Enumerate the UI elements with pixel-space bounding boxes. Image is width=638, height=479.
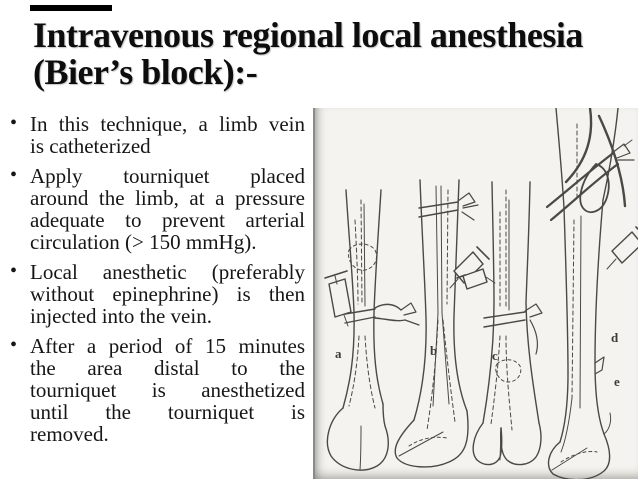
bullet-item (8, 261, 305, 327)
figure-label-b: b (430, 343, 438, 358)
leg-d-illustration (547, 108, 638, 479)
tourniquet-b-icon (419, 193, 478, 220)
bullet-line: • Apply tourniquet placed (30, 164, 305, 188)
bullet-line: is catheterized (30, 134, 151, 158)
leg-a-illustration (325, 190, 419, 470)
bullet-line: • Local anesthetic (preferably (30, 260, 305, 284)
bullet-line: until the tourniquet is (30, 400, 305, 424)
bullet-list (8, 113, 305, 453)
figure-label-c: c (492, 348, 498, 363)
top-left-mark (30, 5, 112, 11)
bullet-line: the area distal to the (30, 356, 305, 380)
bullet-line: • In this technique, a limb vein (30, 112, 305, 136)
bullet-line: adequate to prevent arterial (30, 208, 305, 232)
bullet-line: • After a period of 15 minutes (30, 334, 305, 358)
figure-label-d: d (611, 330, 619, 345)
bullet-line: tourniquet is anesthetized (30, 378, 305, 402)
tourniquet-a-icon (345, 303, 419, 325)
bullet-item (8, 165, 305, 253)
bullet-line: injected into the vein. (30, 304, 212, 328)
slide-title-line-2: (Bier’s block):- (33, 52, 258, 92)
bullet-item (8, 113, 305, 157)
limbs-illustration (315, 108, 638, 479)
bullet-line: removed. (30, 422, 109, 446)
bullet-line: without epinephrine) is then (30, 282, 305, 306)
figure-label-a: a (335, 346, 342, 361)
figure-label-e: e (614, 374, 620, 389)
leg-c-illustration (457, 182, 542, 465)
leg-b-illustration (395, 180, 489, 467)
figure-image (313, 108, 638, 479)
syringe-a-icon (325, 271, 351, 326)
bullet-line: around the limb, at a pressure (30, 186, 305, 210)
bullet-item (8, 335, 305, 445)
slide-title (33, 17, 618, 91)
syringe-d-icon (607, 227, 638, 269)
slide-title-line-1: Intravenous regional local anesthesia (33, 15, 583, 55)
bullet-line: circulation (> 150 mmHg). (30, 230, 257, 254)
